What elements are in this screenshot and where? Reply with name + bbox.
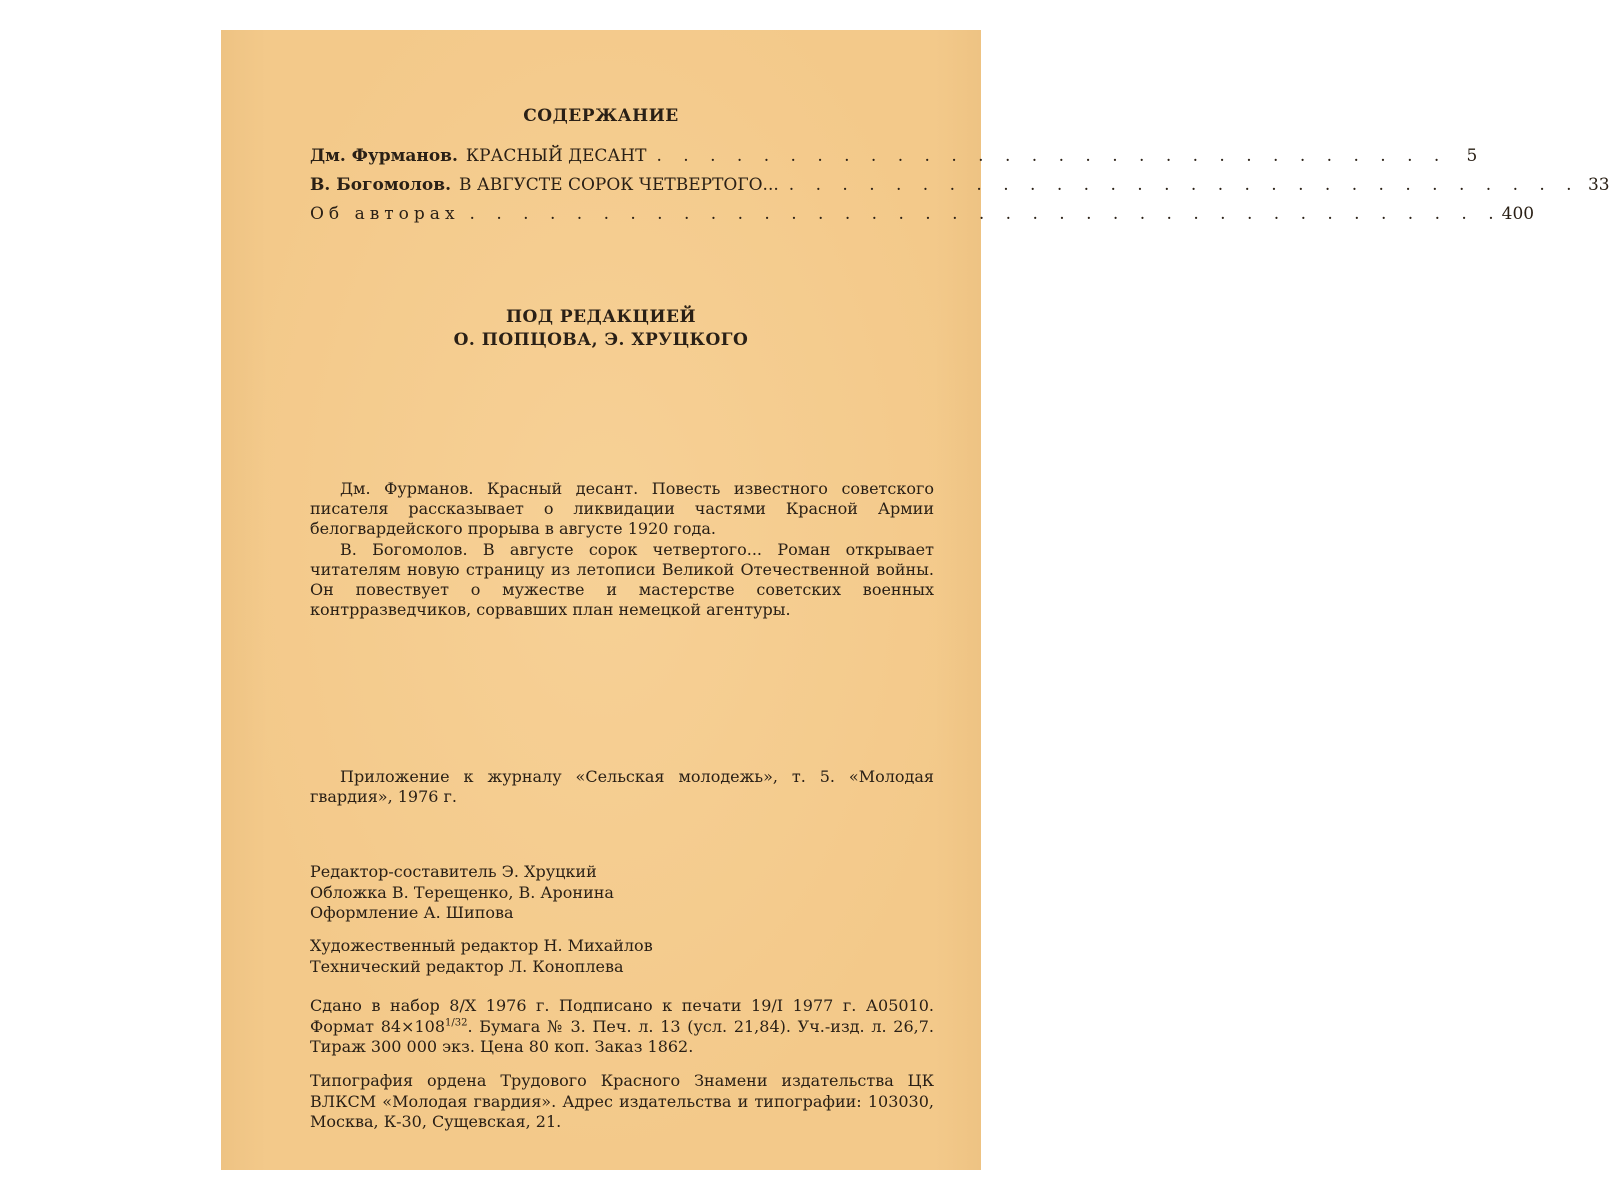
tech-editor-credit: Технический редактор Л. Коноплева	[310, 956, 624, 976]
print-data-part-1: Сдано в набор 8/X 1976 г. Подписано к печати 19/I 1977 г. А05010. Формат 84×108	[310, 996, 934, 1036]
toc-entry-author: Дм. Фурманов.	[310, 146, 458, 166]
art-editor-credit: Художественный редактор Н. Михайлов	[310, 936, 653, 955]
toc-entry[interactable]	[310, 146, 1478, 170]
editors-heading: ПОД РЕДАКЦИЕЙ	[505, 307, 697, 327]
toc-entry-title: Об авторах	[310, 204, 460, 224]
toc-entry-title: В АВГУСТЕ СОРОК ЧЕТВЕРТОГО...	[459, 175, 779, 195]
format-fraction: 1/32	[445, 1017, 468, 1029]
cover-credit: Обложка В. Терещенко, В. Аронина	[310, 882, 614, 902]
print-data	[310, 996, 934, 1058]
toc-entry-page: 5	[1466, 146, 1478, 166]
credits-block-1	[310, 862, 934, 924]
compiler-credit: Редактор-составитель Э. Хруцкий	[310, 862, 597, 881]
toc-entry-page: 33	[1587, 175, 1610, 195]
toc-entry-page: 400	[1501, 204, 1535, 224]
annotation-paragraph-2: В. Богомолов. В августе сорок четвертого... Роман открывает читателям новую страницу из летописи Великой Отечественной войны. Он повествует о мужестве и мастерстве советских военных контрразведчиков, сорвавших план немецкой агентуры.	[310, 539, 934, 620]
toc-entry[interactable]	[310, 175, 1610, 199]
toc-entry-author: В. Богомолов.	[310, 175, 451, 195]
supplement-note: Приложение к журналу «Сельская молодежь», т. 5. «Молодая гвардия», 1976 г.	[310, 767, 934, 807]
toc-title: СОДЕРЖАНИЕ	[523, 106, 679, 126]
toc-leader-dots: . . . . . . . . . . . . . . . . . . . . . . . . . . . . . .	[788, 175, 1580, 195]
toc-leader-dots: . . . . . . . . . . . . . . . . . . . . . . . . . . . . . .	[656, 146, 1448, 166]
annotation	[310, 479, 934, 620]
book-page	[221, 30, 1610, 1170]
design-credit: Оформление А. Шипова	[310, 903, 514, 922]
credits-block-2	[310, 936, 934, 977]
print-data-part-2: . Бумага № 3. Печ. л. 13 (усл. 21,84). Уч.-изд. л. 26,7. Тираж 300 000 экз. Цена 80 коп. Заказ 1862.	[310, 1016, 934, 1056]
toc-leader-dots: . . . . . . . . . . . . . . . . . . . . . . . . . . . . . . . . . . . . . . .	[469, 204, 1502, 224]
typography-text: Типография ордена Трудового Красного Знамени издательства ЦК ВЛКСМ «Молодая гвардия». Адрес издательства и типографии: 103030, Москва, К-30, Сущевская, 21.	[310, 1071, 934, 1131]
annotation-paragraph-1: Дм. Фурманов. Красный десант. Повесть известного советского писателя рассказывает о ликвидации частями Красной Армии белогвардейского прорыва в августе 1920 года.	[310, 479, 934, 539]
toc-entry-title: КРАСНЫЙ ДЕСАНТ	[465, 146, 647, 166]
toc-entry[interactable]	[310, 204, 1535, 228]
typography-info	[310, 1071, 934, 1133]
editors-names: О. ПОПЦОВА, Э. ХРУЦКОГО	[453, 330, 749, 350]
print-data-text	[310, 996, 934, 1058]
